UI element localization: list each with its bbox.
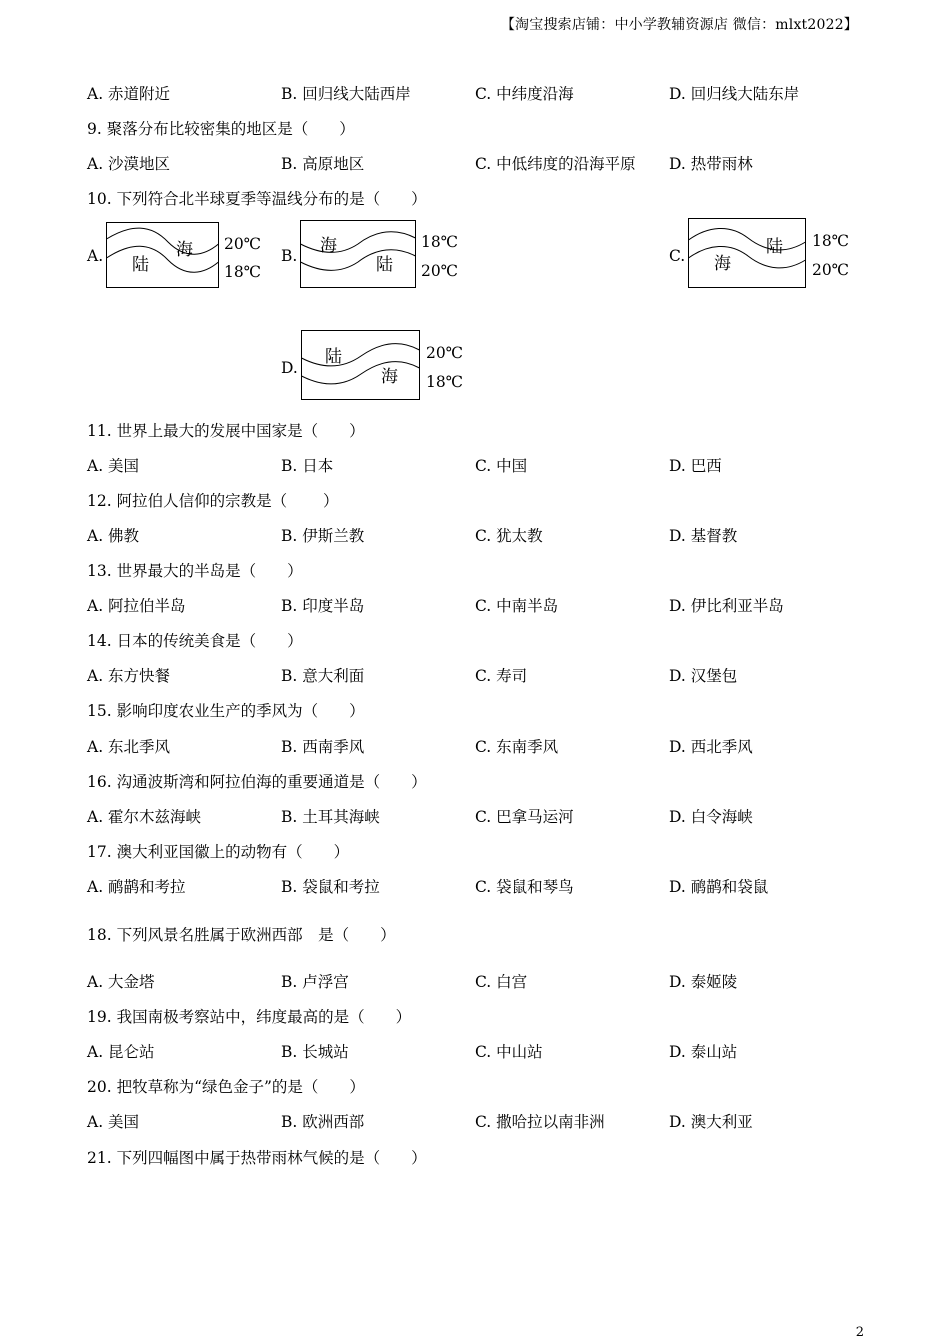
q15-option-a: A. 东北季风: [87, 738, 171, 756]
q18-option-b: B. 卢浮宫: [281, 973, 349, 991]
q10-a-bottom-temp: 18℃: [224, 263, 262, 281]
q14-options: [87, 664, 887, 686]
q10-c-bottom-word: 海: [714, 254, 731, 274]
q17-question: 17. 澳大利亚国徽上的动物有（ ）: [87, 843, 350, 861]
q10-diagram-c: [688, 218, 858, 290]
q8-option-a: A. 赤道附近: [87, 85, 171, 103]
q18-question: 18. 下列风景名胜属于欧洲西部 是（ ）: [87, 926, 396, 944]
q10-d-bottom-temp: 18℃: [426, 373, 464, 391]
q16-option-d: D. 白令海峡: [669, 808, 753, 826]
q12-option-b: B. 伊斯兰教: [281, 527, 365, 545]
q17-option-d: D. 鸸鹋和袋鼠: [669, 878, 769, 896]
q19-option-c: C. 中山站: [475, 1043, 543, 1061]
q15-option-d: D. 西北季风: [669, 738, 753, 756]
q14-question: 14. 日本的传统美食是（ ）: [87, 632, 303, 650]
q10-diagram-d: [301, 330, 471, 402]
q10-diagram-c-label: C.: [669, 247, 686, 265]
q15-question: 15. 影响印度农业生产的季风为（ ）: [87, 702, 365, 720]
q15-options: [87, 735, 887, 757]
q17-option-c: C. 袋鼠和琴鸟: [475, 878, 574, 896]
q10-b-top-temp: 18℃: [421, 233, 459, 251]
q13-options: [87, 594, 887, 616]
page-number: 2: [855, 1325, 864, 1340]
q10-diagram-d-label: D.: [281, 359, 298, 377]
q16-option-c: C. 巴拿马运河: [475, 808, 574, 826]
q9-option-c: C. 中低纬度的沿海平原: [475, 155, 636, 173]
q11-question: 11. 世界上最大的发展中国家是（ ）: [87, 422, 365, 440]
q9-option-d: D. 热带雨林: [669, 155, 753, 173]
q10-b-bottom-word: 陆: [376, 255, 393, 275]
q20-option-a: A. 美国: [87, 1113, 140, 1131]
q16-option-a: A. 霍尔木兹海峡: [87, 808, 202, 826]
q14-option-c: C. 寿司: [475, 667, 528, 685]
q10-a-top-word: 海: [176, 240, 193, 260]
q11-option-a: A. 美国: [87, 457, 140, 475]
q9-question: 9. 聚落分布比较密集的地区是（ ）: [87, 120, 355, 138]
q10-a-bottom-word: 陆: [132, 255, 149, 275]
q10-c-top-temp: 18℃: [812, 232, 850, 250]
q16-options: [87, 805, 887, 827]
q10-b-bottom-temp: 20℃: [421, 262, 459, 280]
q10-d-bottom-word: 海: [381, 367, 398, 387]
q18-option-a: A. 大金塔: [87, 973, 155, 991]
q15-option-c: C. 东南季风: [475, 738, 559, 756]
q14-option-b: B. 意大利面: [281, 667, 365, 685]
q10-d-top-temp: 20℃: [426, 344, 464, 362]
q20-options: [87, 1110, 887, 1132]
q11-option-b: B. 日本: [281, 457, 334, 475]
q17-option-b: B. 袋鼠和考拉: [281, 878, 380, 896]
q9-option-b: B. 高原地区: [281, 155, 365, 173]
q19-option-b: B. 长城站: [281, 1043, 349, 1061]
q12-question: 12. 阿拉伯人信仰的宗教是（ ）: [87, 492, 339, 510]
q19-question: 19. 我国南极考察站中，纬度最高的是（ ）: [87, 1008, 412, 1026]
q17-options: [87, 875, 887, 897]
q10-d-top-word: 陆: [325, 347, 342, 367]
q10-b-top-word: 海: [320, 236, 337, 256]
q9-options: [87, 152, 887, 174]
q21-question: 21. 下列四幅图中属于热带雨林气候的是（ ）: [87, 1149, 427, 1167]
q8-options: [87, 82, 887, 104]
q8-option-c: C. 中纬度沿海: [475, 85, 574, 103]
q10-question: 10. 下列符合北半球夏季等温线分布的是（ ）: [87, 190, 427, 208]
q13-option-b: B. 印度半岛: [281, 597, 365, 615]
q11-option-d: D. 巴西: [669, 457, 722, 475]
q11-options: [87, 454, 887, 476]
q13-question: 13. 世界最大的半岛是（ ）: [87, 562, 303, 580]
q8-option-b: B. 回归线大陆西岸: [281, 85, 411, 103]
q8-option-d: D. 回归线大陆东岸: [669, 85, 800, 103]
q18-options: [87, 970, 887, 992]
q20-option-d: D. 澳大利亚: [669, 1113, 753, 1131]
q12-option-c: C. 犹太教: [475, 527, 543, 545]
q10-a-top-temp: 20℃: [224, 235, 262, 253]
q19-option-a: A. 昆仑站: [87, 1043, 155, 1061]
page-header: 【淘宝搜索店铺：中小学教辅资源店 微信：mlxt2022】: [500, 17, 858, 33]
q19-option-d: D. 泰山站: [669, 1043, 738, 1061]
q18-option-d: D. 泰姬陵: [669, 973, 738, 991]
q10-diagram-b: [300, 220, 465, 290]
q15-option-b: B. 西南季风: [281, 738, 365, 756]
q20-option-b: B. 欧洲西部: [281, 1113, 365, 1131]
q16-question: 16. 沟通波斯湾和阿拉伯海的重要通道是（ ）: [87, 773, 427, 791]
q13-option-c: C. 中南半岛: [475, 597, 559, 615]
q10-diagram-a: [106, 222, 266, 290]
q10-diagram-b-label: B.: [281, 247, 298, 265]
q11-option-c: C. 中国: [475, 457, 528, 475]
q14-option-d: D. 汉堡包: [669, 667, 738, 685]
q20-question: 20. 把牧草称为“绿色金子”的是（ ）: [87, 1078, 365, 1096]
q12-option-a: A. 佛教: [87, 527, 140, 545]
q13-option-d: D. 伊比利亚半岛: [669, 597, 784, 615]
q10-diagram-a-label: A.: [87, 247, 104, 265]
q20-option-c: C. 撒哈拉以南非洲: [475, 1113, 605, 1131]
q9-option-a: A. 沙漠地区: [87, 155, 171, 173]
q10-c-bottom-temp: 20℃: [812, 261, 850, 279]
q18-option-c: C. 白宫: [475, 973, 528, 991]
q12-options: [87, 524, 887, 546]
q10-c-top-word: 陆: [766, 237, 783, 257]
q16-option-b: B. 土耳其海峡: [281, 808, 380, 826]
q19-options: [87, 1040, 887, 1062]
q17-option-a: A. 鸸鹋和考拉: [87, 878, 186, 896]
q14-option-a: A. 东方快餐: [87, 667, 171, 685]
q12-option-d: D. 基督教: [669, 527, 738, 545]
q13-option-a: A. 阿拉伯半岛: [87, 597, 186, 615]
